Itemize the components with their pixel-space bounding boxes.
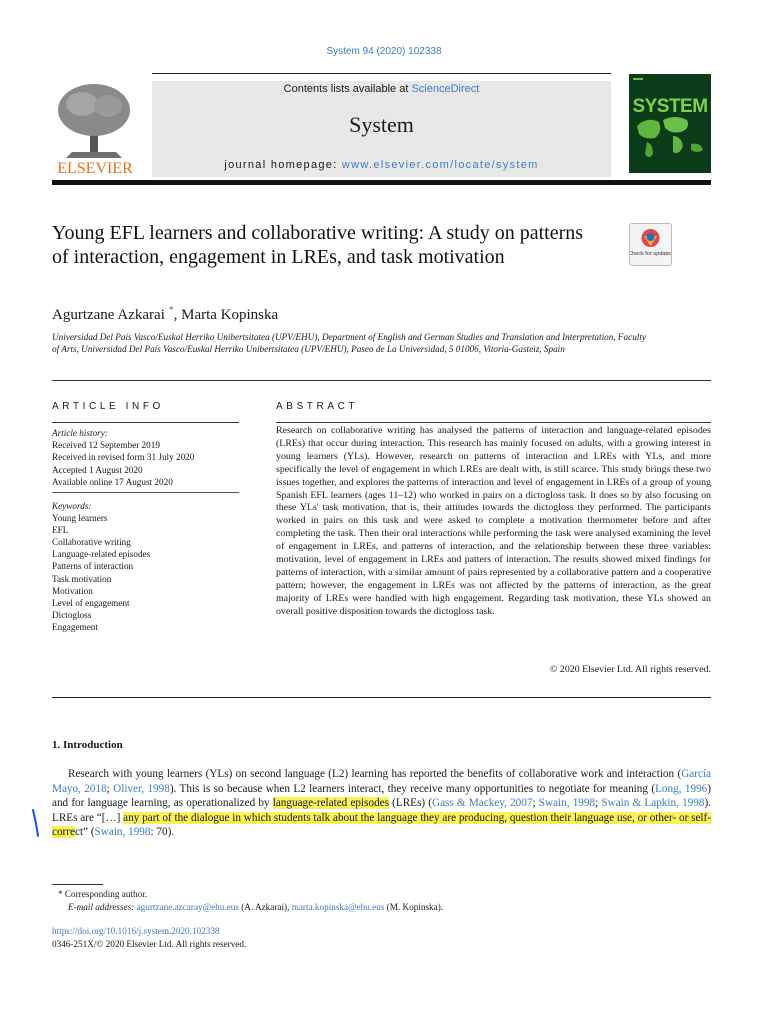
introduction-paragraph <box>52 767 711 840</box>
email-link-1[interactable]: agurtzane.azcaray@ehu.eus <box>136 902 239 912</box>
journal-reference[interactable]: System 94 (2020) 102338 <box>326 46 442 57</box>
body-text: Research with young learners (YLs) on second language (L2) learning has reported the benefits of collaborative work and interaction ( <box>68 768 682 780</box>
email-note <box>52 901 711 914</box>
crossmark-icon <box>630 224 671 265</box>
keyword: Young learners <box>52 513 108 524</box>
article-history <box>52 427 242 488</box>
keyword: Engagement <box>52 621 98 632</box>
contents-line <box>152 83 611 95</box>
author-2: Marta Kopinska <box>181 307 279 323</box>
homepage-link[interactable]: www.elsevier.com/locate/system <box>341 159 539 171</box>
body-text: (LREs) ( <box>388 797 432 810</box>
elsevier-tree-icon <box>52 80 138 176</box>
homepage-prefix: journal homepage: <box>224 159 342 171</box>
elsevier-logo <box>52 80 138 176</box>
corresponding-author-note: * Corresponding author. <box>58 889 148 899</box>
keywords-label: Keywords: <box>52 501 92 511</box>
header-bottom-rule <box>52 180 711 185</box>
crossmark-button[interactable] <box>629 223 672 266</box>
history-item: Available online 17 August 2020 <box>52 476 173 487</box>
divider <box>52 697 711 698</box>
body-text: ; <box>595 797 602 810</box>
citation-link[interactable]: Long, 1996 <box>655 782 708 795</box>
body-text: ; <box>106 782 114 795</box>
abstract-copyright: © 2020 Elsevier Ltd. All rights reserved. <box>549 664 711 675</box>
divider <box>52 422 239 423</box>
cover-title: SYSTEM <box>632 96 708 117</box>
citation-link[interactable]: Swain, 1998 <box>94 826 151 839</box>
world-map-icon <box>629 74 711 173</box>
history-item: Received 12 September 2019 <box>52 440 160 451</box>
pen-stroke-icon <box>30 808 42 838</box>
doi-link[interactable]: https://doi.org/10.1016/j.system.2020.102338 <box>52 926 220 936</box>
abstract-text: Research on collaborative writing has analysed the patterns of interaction and language-related episodes (LREs) that occur during interaction. This research has mainly focused on adults, with a growing interest in young learners (YLs). However, research on patterns of interaction and LREs with YLs, and more specifically the level of engagement in which LREs are dealt with, is still scarce. This study brings these two issues together, and explores the patterns of interaction and level of engagement in LREs of a group of young Spanish EFL learners (ages 11‒12) who worked in pairs on a dictogloss task. It does so by also focusing on these YLs' task motivation, that is, their attitudes towards the dictogloss they performed. The participants worked in pairs on this task and were asked to complete a motivation thermometer before and after completing the task. Then their oral interactions while performing the task were analysed examining the level of engagement in LREs, and patterns of interaction, and the relationship between these three variables: motivation, level of engagement in LREs and patters of interaction. The results showed mixed findings for patterns of interaction, with a similar amount of pairs represented by a collaborative pattern and a cooperative pattern; however, the engagement in LREs was not affected by the patterns of interaction, as the great majority of LREs were handled with high engagement. Regarding task motivation, these YLs showed an overall positive disposition towards the dictogloss task. <box>276 425 711 617</box>
sciencedirect-link[interactable]: ScienceDirect <box>411 83 480 95</box>
abstract-heading: ABSTRACT <box>276 401 359 412</box>
body-text: ct” ( <box>74 826 95 839</box>
homepage-line <box>152 159 611 171</box>
keywords <box>52 500 242 633</box>
header-top-rule <box>152 73 611 74</box>
crossmark-label: Check for updates <box>630 251 671 257</box>
body-text: ) and for language learning, as operationalized by <box>52 782 711 810</box>
footnote-rule <box>52 884 103 885</box>
highlighted-text: language-related episodes <box>272 797 389 810</box>
article-info-heading: ARTICLE INFO <box>52 401 164 412</box>
keyword: Language-related episodes <box>52 549 151 560</box>
doi-block <box>52 925 452 950</box>
journal-cover-image <box>629 74 711 173</box>
issn-copyright: 0346-251X/© 2020 Elsevier Ltd. All rights reserved. <box>52 938 247 949</box>
corresponding-mark[interactable]: * <box>168 305 174 316</box>
citation-link[interactable]: Gass & Mackey, 2007 <box>432 797 533 810</box>
author-1: Agurtzane Azkarai <box>52 307 165 323</box>
email-2-name: (M. Kopinska). <box>384 902 444 912</box>
email-1-name: (A. Azkarai), <box>238 902 292 912</box>
body-text: ; <box>532 797 539 810</box>
keyword: Dictogloss <box>52 609 92 620</box>
history-item: Accepted 1 August 2020 <box>52 464 143 475</box>
body-text: ). This is so because when L2 learners interact, they receive many opportunities to negotiate for meaning ( <box>169 782 656 795</box>
author-separator: , <box>173 307 182 323</box>
keyword: Collaborative writing <box>52 537 131 548</box>
divider <box>52 380 711 381</box>
affiliation: Universidad Del País Vasco/Euskal Herriko Unibertsitatea (UPV/EHU), Department of English and German Studies and Translation and Interpretation, Faculty of Arts, Universidad Del País Vasco/Euskal Herriko Unibertsitatea (UPV/EHU), Paseo de La Universidad, 5 01006, Vitoria-Gasteiz, Spain <box>52 332 646 355</box>
footnotes <box>52 888 711 914</box>
citation-link[interactable]: García Mayo, 2018 <box>52 768 711 795</box>
article-title: Young EFL learners and collaborative writing: A study on patterns of interaction, engagement in LREs, and task motivation <box>52 222 584 268</box>
section-heading-introduction: 1. Introduction <box>52 739 123 751</box>
body-text: ). LREs are “[…] <box>52 797 711 824</box>
keyword: Task motivation <box>52 573 112 584</box>
keyword: Level of engagement <box>52 597 130 608</box>
author-list <box>52 305 278 324</box>
citation-link[interactable]: Swain, 1998 <box>538 797 596 810</box>
keyword: EFL <box>52 525 69 536</box>
divider <box>276 422 711 423</box>
highlighted-quote: any part of the dialogue in which students talk about the language they are producing, question their language use, or other- or self-corre <box>52 811 711 839</box>
keyword: Patterns of interaction <box>52 561 134 572</box>
divider <box>52 492 239 493</box>
elsevier-wordmark: ELSEVIER <box>57 160 133 176</box>
pen-annotation <box>30 808 42 838</box>
contents-prefix: Contents lists available at <box>283 83 412 95</box>
journal-title: System <box>349 112 414 137</box>
history-item: Received in revised form 31 July 2020 <box>52 452 195 463</box>
history-label: Article history: <box>52 428 108 438</box>
citation-link[interactable]: Oliver, 1998 <box>113 782 170 795</box>
citation-link[interactable]: Swain & Lapkin, 1998 <box>601 797 705 810</box>
email-label: E-mail addresses: <box>68 902 135 912</box>
keyword: Motivation <box>52 585 93 596</box>
email-link-2[interactable]: marta.kopinska@ehu.eus <box>291 902 385 912</box>
body-text: : 70). <box>150 826 175 839</box>
